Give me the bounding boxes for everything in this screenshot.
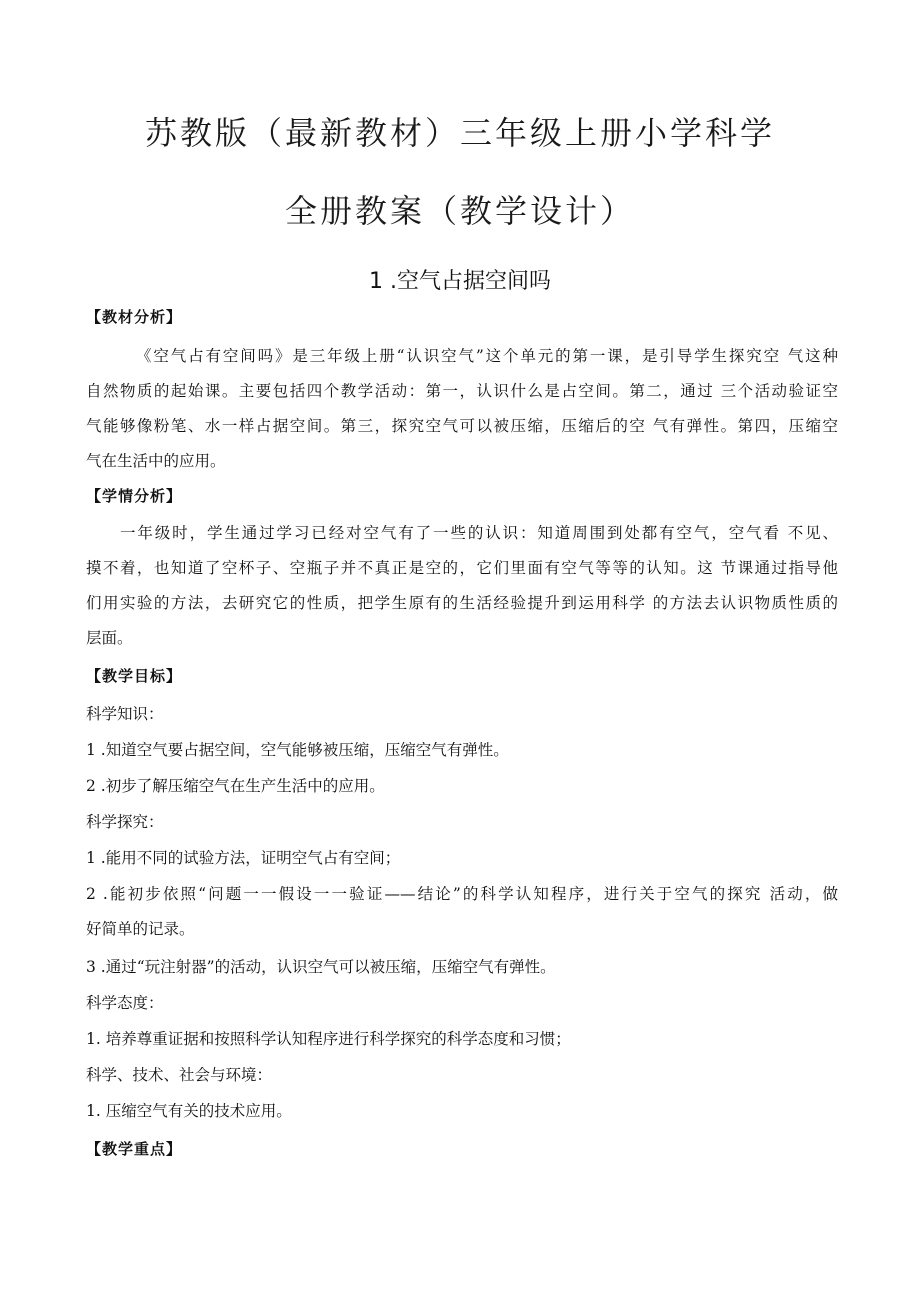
material-paragraph-line: 气在生活中的应用。 xyxy=(86,452,226,470)
inquiry-item: 1 .能用不同的试验方法，证明空气占有空间； xyxy=(86,849,401,867)
attitude-item: 1. 培养尊重证据和按照科学认知程序进行科学探究的科学态度和习惯； xyxy=(86,1030,571,1048)
subsection-label-attitude: 科学态度： xyxy=(86,994,164,1012)
inquiry-item-continued: 好简单的记录。 xyxy=(86,920,195,938)
inquiry-item: 2 .能初步依照“问题一一假设一一验证——结论”的科学认知程序，进行关于空气的探究 活动，做 xyxy=(86,885,838,903)
learner-paragraph-line: 层面。 xyxy=(86,629,133,647)
knowledge-item: 1 .知道空气要占据空间，空气能够被压缩，压缩空气有弹性。 xyxy=(86,741,509,759)
section-heading-goals: 【教学目标】 xyxy=(86,667,183,685)
learner-paragraph-line: 摸不着，也知道了空杯子、空瓶子并不真正是空的，它们里面有空气等等的认知。这 节课通过指导他 xyxy=(86,559,838,577)
lesson-title: 1 .空气占据空间吗 xyxy=(369,269,551,294)
material-paragraph-line: 《空气占有空间吗》是三年级上册“认识空气”这个单元的第一课，是引导学生探究空 气这种 xyxy=(136,347,838,365)
inquiry-item: 3 .通过“玩注射器”的活动，认识空气可以被压缩，压缩空气有弹性。 xyxy=(86,958,556,976)
document-title-line-1: 苏教版（最新教材）三年级上册小学科学 xyxy=(144,114,775,152)
document-title-line-2: 全册教案（教学设计） xyxy=(284,192,635,230)
sts-item: 1. 压缩空气有关的技术应用。 xyxy=(86,1102,292,1120)
knowledge-item: 2 .初步了解压缩空气在生产生活中的应用。 xyxy=(86,777,385,795)
learner-paragraph-line: 一年级时，学生通过学习已经对空气有了一些的认识：知道周围到处都有空气，空气看 不见、 xyxy=(120,524,838,542)
material-paragraph-line: 气能够像粉笔、水一样占据空间。第三，探究空气可以被压缩，压缩后的空 气有弹性。第四，压缩空 xyxy=(86,417,838,435)
material-paragraph-line: 自然物质的起始课。主要包括四个教学活动：第一，认识什么是占空间。第二，通过 三个活动验证空 xyxy=(86,382,838,400)
subsection-label-inquiry: 科学探究： xyxy=(86,813,164,831)
section-heading-material: 【教材分析】 xyxy=(86,308,183,326)
subsection-label-sts: 科学、技术、社会与环境： xyxy=(86,1066,273,1084)
section-heading-learner: 【学情分析】 xyxy=(86,487,183,505)
section-heading-keypoints: 【教学重点】 xyxy=(86,1140,183,1158)
subsection-label-knowledge: 科学知识： xyxy=(86,705,164,723)
learner-paragraph-line: 们用实验的方法，去研究它的性质，把学生原有的生活经验提升到运用科学 的方法去认识物质性质的 xyxy=(86,594,838,612)
